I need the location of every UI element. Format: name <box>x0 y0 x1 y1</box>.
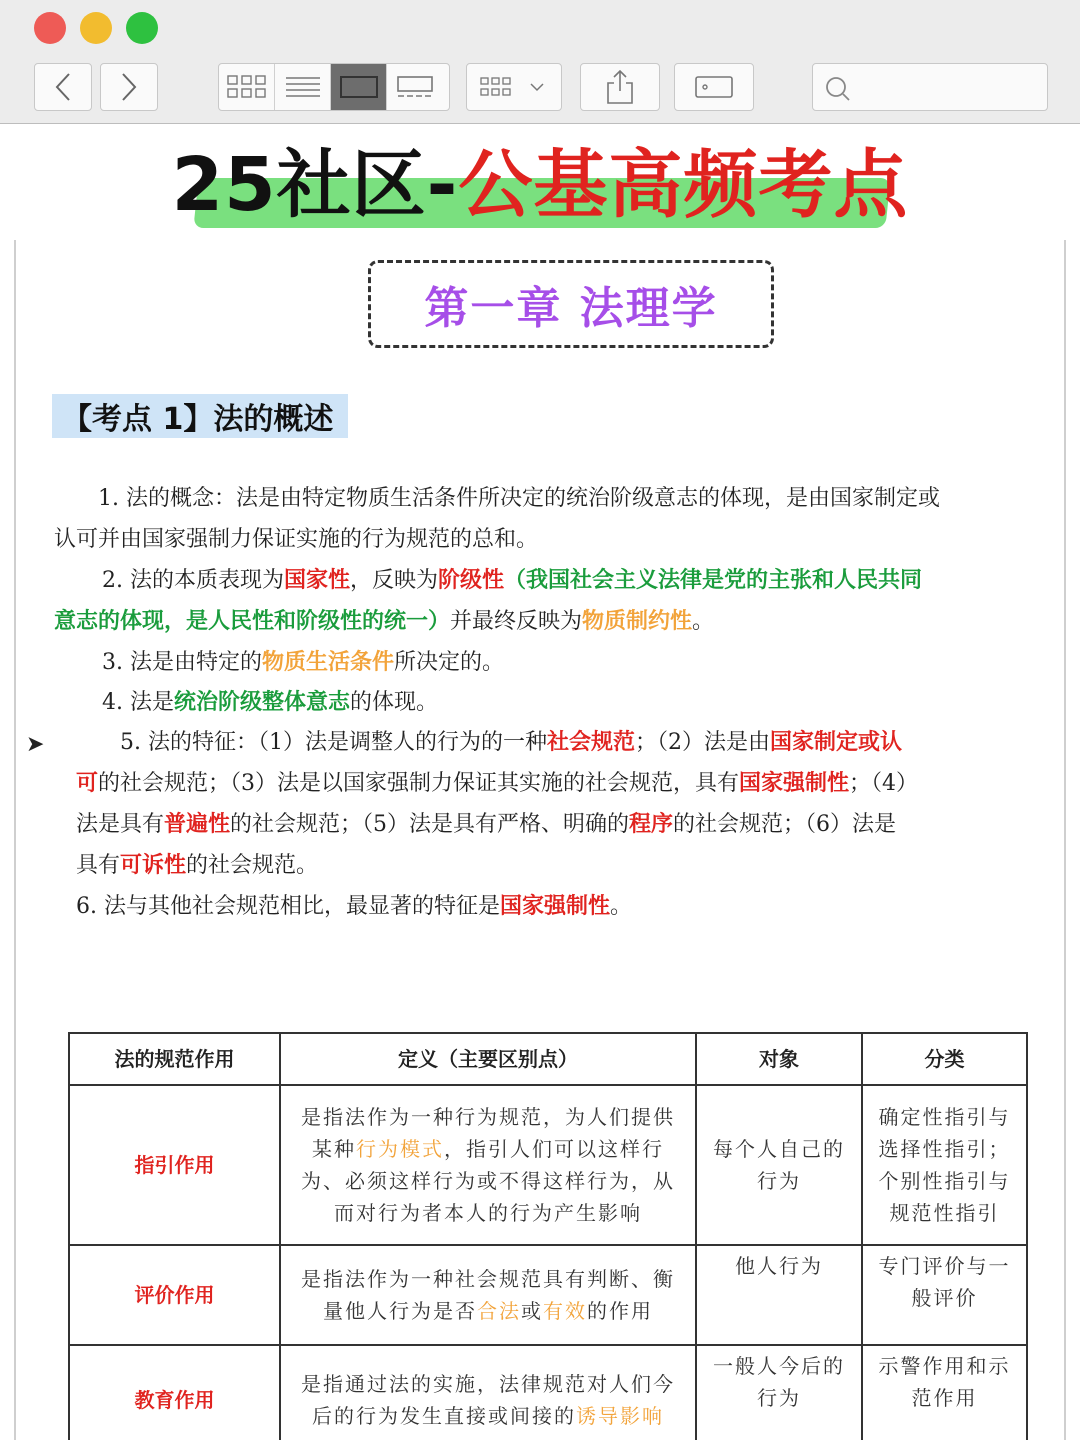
back-button[interactable] <box>34 63 92 111</box>
paragraph-1-line-1: 1. 法的概念：法是由特定物质生活条件所决定的统治阶级意志的体现，是由国家制定或 <box>98 486 940 511</box>
definition-cell: 是指法作为一种社会规范具有判断、衡量他人行为是否合法或有效的作用 <box>280 1245 696 1345</box>
title-main: 公基高频考点 <box>458 142 909 228</box>
coverflow-view-button[interactable] <box>387 64 443 110</box>
minimize-window-button[interactable] <box>80 12 112 44</box>
function-table <box>68 1032 1028 1440</box>
share-button[interactable] <box>580 63 660 111</box>
gallery-view-icon <box>340 75 378 99</box>
paragraph-4: 4. 法是统治阶级整体意志的体现。 <box>102 690 439 715</box>
tag-icon <box>694 74 734 100</box>
tag-button[interactable] <box>674 63 754 111</box>
paragraph-3: 3. 法是由特定的物质生活条件所决定的。 <box>102 650 505 675</box>
object-cell: 每个人自己的行为 <box>696 1085 862 1245</box>
gallery-view-button[interactable] <box>331 64 387 110</box>
table-header-cell: 分类 <box>862 1033 1027 1085</box>
row-name-cell: 教育作用 <box>69 1345 280 1440</box>
page-title <box>0 140 1080 230</box>
paragraph-5-line-3: 法是具有普遍性的社会规范；（5）法是具有严格、明确的程序的社会规范；（6）法是 <box>76 812 897 837</box>
point-heading <box>52 394 348 438</box>
object-cell: 一般人今后的行为 <box>696 1345 862 1440</box>
definition-cell: 是指法作为一种行为规范，为人们提供某种行为模式，指引人们可以这样行为、必须这样行为或不得这样行为，从而对行为者本人的行为产生影响 <box>280 1085 696 1245</box>
zoom-window-button[interactable] <box>126 12 158 44</box>
search-icon <box>825 76 851 102</box>
paragraph-1-line-2: 认可并由国家强制力保证实施的行为规范的总和。 <box>54 527 539 552</box>
search-input[interactable] <box>812 63 1048 111</box>
paragraph-2-line-2: 意志的体现，是人民性和阶级性的统一）并最终反映为物质制约性。 <box>54 609 715 634</box>
group-by-icon <box>479 75 549 99</box>
paragraph-2-line-1: 2. 法的本质表现为国家性，反映为阶级性（我国社会主义法律是党的主张和人民共同 <box>102 568 923 593</box>
category-cell: 专门评价与一般评价 <box>862 1245 1027 1345</box>
chevron-left-icon <box>53 72 73 102</box>
table-row <box>69 1345 1027 1440</box>
view-mode-switcher <box>218 63 450 111</box>
list-view-button[interactable] <box>275 64 331 110</box>
definition-cell: 是指通过法的实施，法律规范对人们今后的行为发生直接或间接的诱导影响 <box>280 1345 696 1440</box>
group-by-button[interactable] <box>466 63 562 111</box>
row-name-cell: 指引作用 <box>69 1085 280 1245</box>
point-heading-text: 【考点 1】法的概述 <box>62 402 334 437</box>
table-header-cell: 法的规范作用 <box>69 1033 280 1085</box>
forward-button[interactable] <box>100 63 158 111</box>
object-cell: 他人行为 <box>696 1245 862 1345</box>
paragraph-5-line-2: 可的社会规范；（3）法是以国家强制力保证其实施的社会规范，具有国家强制性；（4） <box>76 771 919 796</box>
category-cell: 示警作用和示范作用 <box>862 1345 1027 1440</box>
chevron-right-icon <box>119 72 139 102</box>
icon-grid-view <box>227 74 267 100</box>
table-header-cell: 定义（主要区别点） <box>280 1033 696 1085</box>
table-header-row <box>69 1033 1027 1085</box>
row-name-cell: 评价作用 <box>69 1245 280 1345</box>
table-row <box>69 1245 1027 1345</box>
paragraph-5-line-1: 5. 法的特征：（1）法是调整人的行为的一种社会规范；（2）法是由国家制定或认 <box>120 730 903 755</box>
chapter-title: 第一章 法理学 <box>424 283 718 334</box>
category-cell: 确定性指引与选择性指引；个别性指引与规范性指引 <box>862 1085 1027 1245</box>
paragraph-6: 6. 法与其他社会规范相比，最显著的特征是国家强制性。 <box>76 894 633 919</box>
icon-view-button[interactable] <box>219 64 275 110</box>
coverflow-view-icon <box>396 75 434 99</box>
table-header-cell: 对象 <box>696 1033 862 1085</box>
close-window-button[interactable] <box>34 12 66 44</box>
window-toolbar <box>0 0 1080 124</box>
page-edge <box>14 240 16 1440</box>
title-prefix: 25社区- <box>171 142 459 228</box>
page-edge <box>1064 240 1066 1440</box>
paragraph-5-line-4: 具有可诉性的社会规范。 <box>76 853 319 878</box>
share-icon <box>605 69 635 105</box>
chapter-title-box <box>368 260 774 348</box>
arrow-marker-icon: ➤ <box>26 732 45 757</box>
list-view-icon <box>286 76 320 98</box>
table-row <box>69 1085 1027 1245</box>
